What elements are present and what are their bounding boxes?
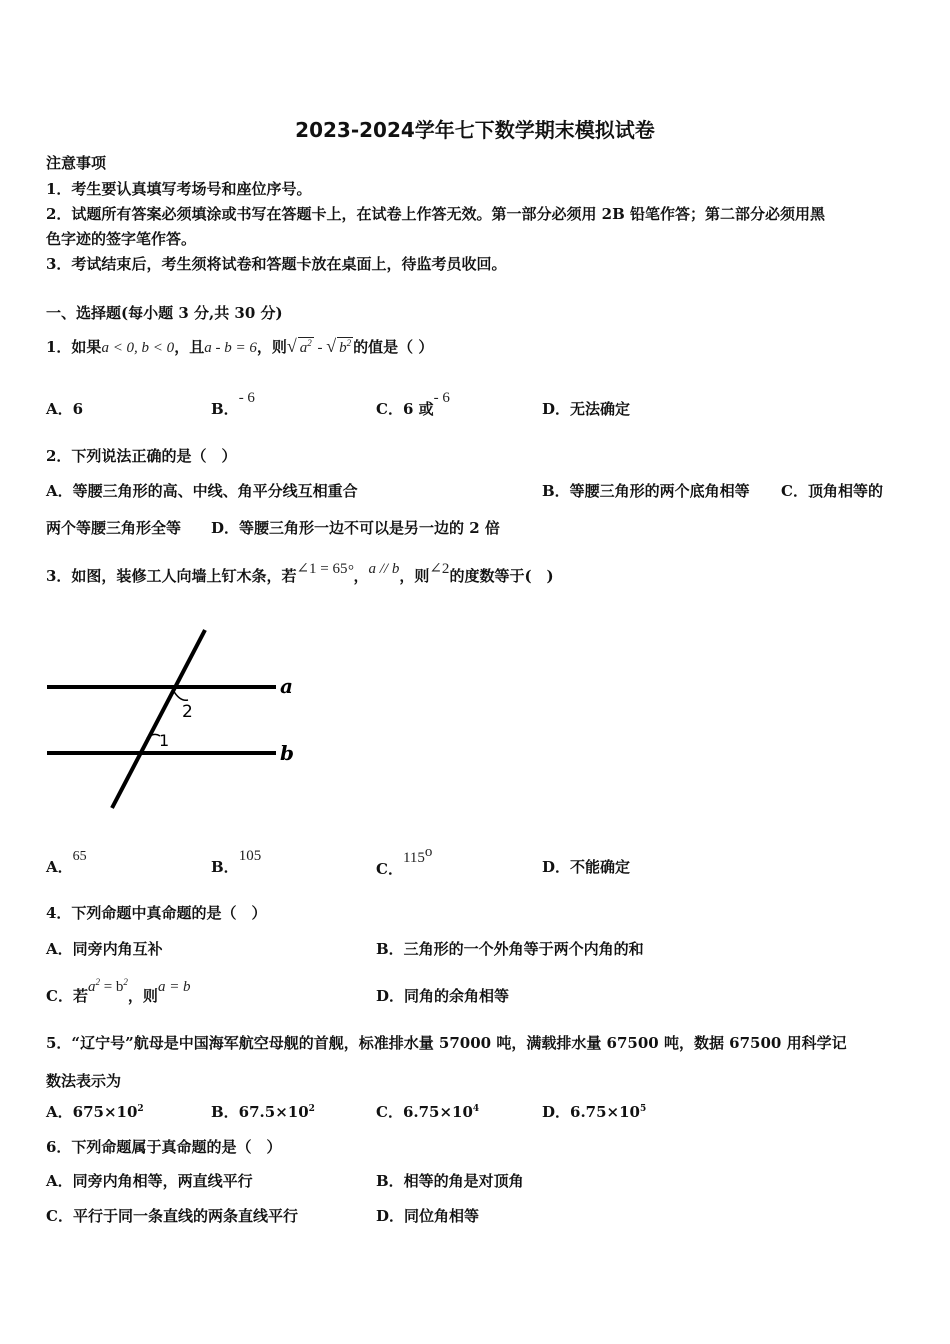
question-4-stem: 4．下列命题中真命题的是（ ） xyxy=(46,904,267,922)
q1-option-c: C．6 或- 6 xyxy=(376,390,450,418)
question-1-stem: 1．如果a < 0, b < 0，且a - b = 6，则√ $a^2$ - √ $b^2$ 的值是（ ） xyxy=(46,336,434,356)
q3-option-b: B．105 xyxy=(211,848,262,876)
q6-option-d: D．同位角相等 xyxy=(376,1207,480,1225)
q1-condition-2: a - b = 6 xyxy=(204,340,257,356)
q2-option-b: B．等腰三角形的两个底角相等 xyxy=(542,482,750,500)
q5-option-b: B．$67.5\times 10^2$ xyxy=(211,1103,315,1121)
notice-heading: 注意事项 xyxy=(46,154,107,172)
question-5-stem: 5．“辽宁号”航母是中国海军航空母舰的首舰，标准排水量 57000 吨，满载排水量 67500 吨，数据 67500 用科学记 xyxy=(46,1034,847,1052)
notice-item-2: 2．试题所有答案必须填涂或书写在答题卡上，在试卷上作答无效。第一部分必须用 2B 铅笔作答；第二部分必须用黑 xyxy=(46,205,826,223)
q3-option-d: D．不能确定 xyxy=(542,858,631,876)
q2-option-c: C．顶角相等的 xyxy=(781,482,883,500)
q3-angle-1: ∠1 = 65 xyxy=(296,561,348,577)
q2-option-a: A．等腰三角形的高、中线、角平分线互相重合 xyxy=(46,482,358,500)
page-title: 2023-2024学年七下数学期末模拟试卷 xyxy=(295,118,655,142)
q4-option-b: B．三角形的一个外角等于两个内角的和 xyxy=(376,940,644,958)
question-6-stem: 6．下列命题属于真命题的是（ ） xyxy=(46,1138,282,1156)
q5-option-d: D．$6.75\times 10^5$ xyxy=(542,1103,647,1121)
angle-2-arc xyxy=(173,690,188,700)
notice-item-2-cont: 色字迹的签字笔作答。 xyxy=(46,230,197,248)
label-a: a xyxy=(280,674,293,698)
notice-item-3: 3．考试结束后，考生须将试卷和答题卡放在桌面上，待监考员收回。 xyxy=(46,255,507,273)
q1-option-b: B．- 6 xyxy=(211,390,255,418)
q1-expression: √ $a^2$ - √ $b^2$ xyxy=(286,336,352,356)
q1-option-d: D．无法确定 xyxy=(542,400,631,418)
question-3-stem: 3．如图，装修工人向墙上钉木条，若∠1 = 65°，a // b，则∠2的度数等于( ) xyxy=(46,561,554,585)
label-angle-1: 1 xyxy=(159,731,170,750)
section-heading: 一、选择题(每小题 3 分,共 30 分) xyxy=(46,304,283,322)
q6-option-a: A．同旁内角相等，两直线平行 xyxy=(46,1172,253,1190)
notice-item-1: 1．考生要认真填写考场号和座位序号。 xyxy=(46,180,312,198)
label-angle-2: 2 xyxy=(182,702,193,722)
q2-option-c-cont: 两个等腰三角形全等 xyxy=(46,519,182,537)
q3-option-a: A．65 xyxy=(46,849,87,876)
q1-condition-1: a < 0, b < 0 xyxy=(101,340,175,356)
parallel-lines-figure xyxy=(40,620,310,815)
question-5-stem-cont: 数法表示为 xyxy=(46,1072,122,1090)
q3-option-c: C．115$^o$ xyxy=(376,844,433,878)
q6-option-b: B．相等的角是对顶角 xyxy=(376,1172,524,1190)
q4-option-d: D．同角的余角相等 xyxy=(376,987,510,1005)
q3-parallel: a // b xyxy=(368,561,400,577)
label-b: b xyxy=(280,741,294,765)
q1-option-a: A．6 xyxy=(46,400,84,418)
q5-option-c: C．$6.75\times 10^4$ xyxy=(376,1103,480,1121)
q3-angle-2: ∠2 xyxy=(429,561,450,577)
question-2-stem: 2．下列说法正确的是（ ） xyxy=(46,447,237,465)
q4-option-a: A．同旁内角互补 xyxy=(46,940,163,958)
q4-option-c: C．若$a^2 = b^2$，则a = b xyxy=(46,977,191,1005)
q2-option-d: D．等腰三角形一边不可以是另一边的 2 倍 xyxy=(211,519,500,537)
q6-option-c: C．平行于同一条直线的两条直线平行 xyxy=(46,1207,298,1225)
q5-option-a: A．$675\times 10^2$ xyxy=(46,1103,144,1121)
